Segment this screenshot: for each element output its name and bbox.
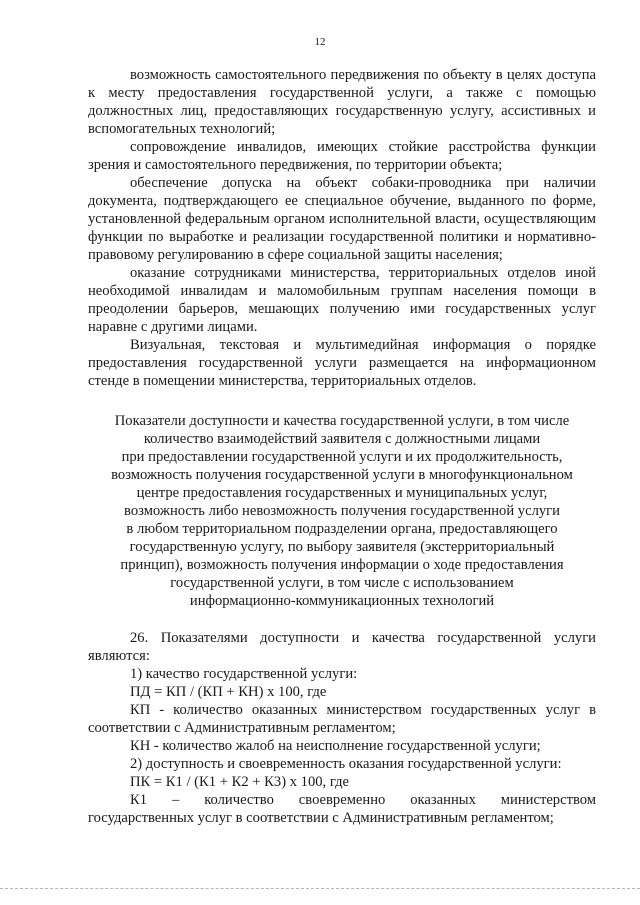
heading-line: государственной услуги, в том числе с использованием <box>170 575 514 591</box>
heading-line: возможность получения государственной услуги в многофункциональном <box>111 467 573 483</box>
section-heading <box>88 412 596 610</box>
paragraph-escort: сопровождение инвалидов, имеющих стойкие расстройства функции зрения и самостоятельного передвижения, по территории объекта; <box>88 139 596 173</box>
paragraph-assistance: оказание сотрудниками министерства, территориальных отделов иной необходимой инвалидам и маломобильным группам населения помощи в преодолении барьеров, мешающих получению ими государственных услуг наравне с другими лицами. <box>88 265 596 335</box>
heading-line: информационно-коммуникационных технологий <box>189 593 495 609</box>
paragraph-visual-info: Визуальная, текстовая и мультимедийная информация о порядке предоставления государственной услуги размещается на информационном стенде в помещении министерства, территориальных отделов. <box>88 337 596 389</box>
heading-line: при предоставлении государственной услуги и их продолжительность, <box>121 449 563 465</box>
item1-title: 1) качество государственной услуги: <box>130 666 358 682</box>
paragraph-mobility: возможность самостоятельного передвижения по объекту в целях доступа к месту предоставления государственной услуги, а также с помощью должностных лиц, предоставляющих государственную услугу, ассистивных и вспомогательных технологий; <box>88 67 596 137</box>
page-number: 12 <box>314 36 326 48</box>
item2-k1-definition: К1 – количество своевременно оказанных министерством государственных услуг в соответствии с Административным регламентом; <box>88 792 596 826</box>
heading-line: принцип), возможность получения информации о ходе предоставления <box>120 557 564 573</box>
item1-kn-definition: КН - количество жалоб на неисполнение государственной услуги; <box>130 738 541 754</box>
item1-formula: ПД = КП / (КП + КН) х 100, где <box>130 684 327 700</box>
heading-line: количество взаимодействий заявителя с должностными лицами <box>143 431 541 447</box>
section-26-intro: 26. Показателями доступности и качества государственной услуги являются: <box>88 630 596 664</box>
document-body <box>88 66 596 827</box>
heading-line: возможность либо невозможность получения государственной услуги <box>124 503 560 519</box>
heading-line: Показатели доступности и качества государственной услуги, в том числе <box>114 413 570 429</box>
item2-formula: ПК = К1 / (К1 + К2 + К3) х 100, где <box>130 774 349 790</box>
item2-title: 2) доступность и своевременность оказания государственной услуги: <box>130 756 562 772</box>
heading-line: государственную услугу, по выбору заявителя (экстерриториальный <box>129 539 555 555</box>
item1-kp-definition: КП - количество оказанных министерством государственных услуг в соответствии с Административным регламентом; <box>88 702 596 736</box>
page-bottom-edge <box>0 888 640 889</box>
paragraph-guide-dog: обеспечение допуска на объект собаки-проводника при наличии документа, подтверждающего ее специальное обучение, выданного по форме, установленной федеральным органом исполнительной власти, осуществляющим функции по выработке и реализации государственной политики и нормативно-правовому регулированию в сфере социальной защиты населения; <box>88 175 596 263</box>
heading-line: в любом территориальном подразделении органа, предоставляющего <box>126 521 558 537</box>
heading-line: центре предоставления государственных и муниципальных услуг, <box>136 485 548 501</box>
